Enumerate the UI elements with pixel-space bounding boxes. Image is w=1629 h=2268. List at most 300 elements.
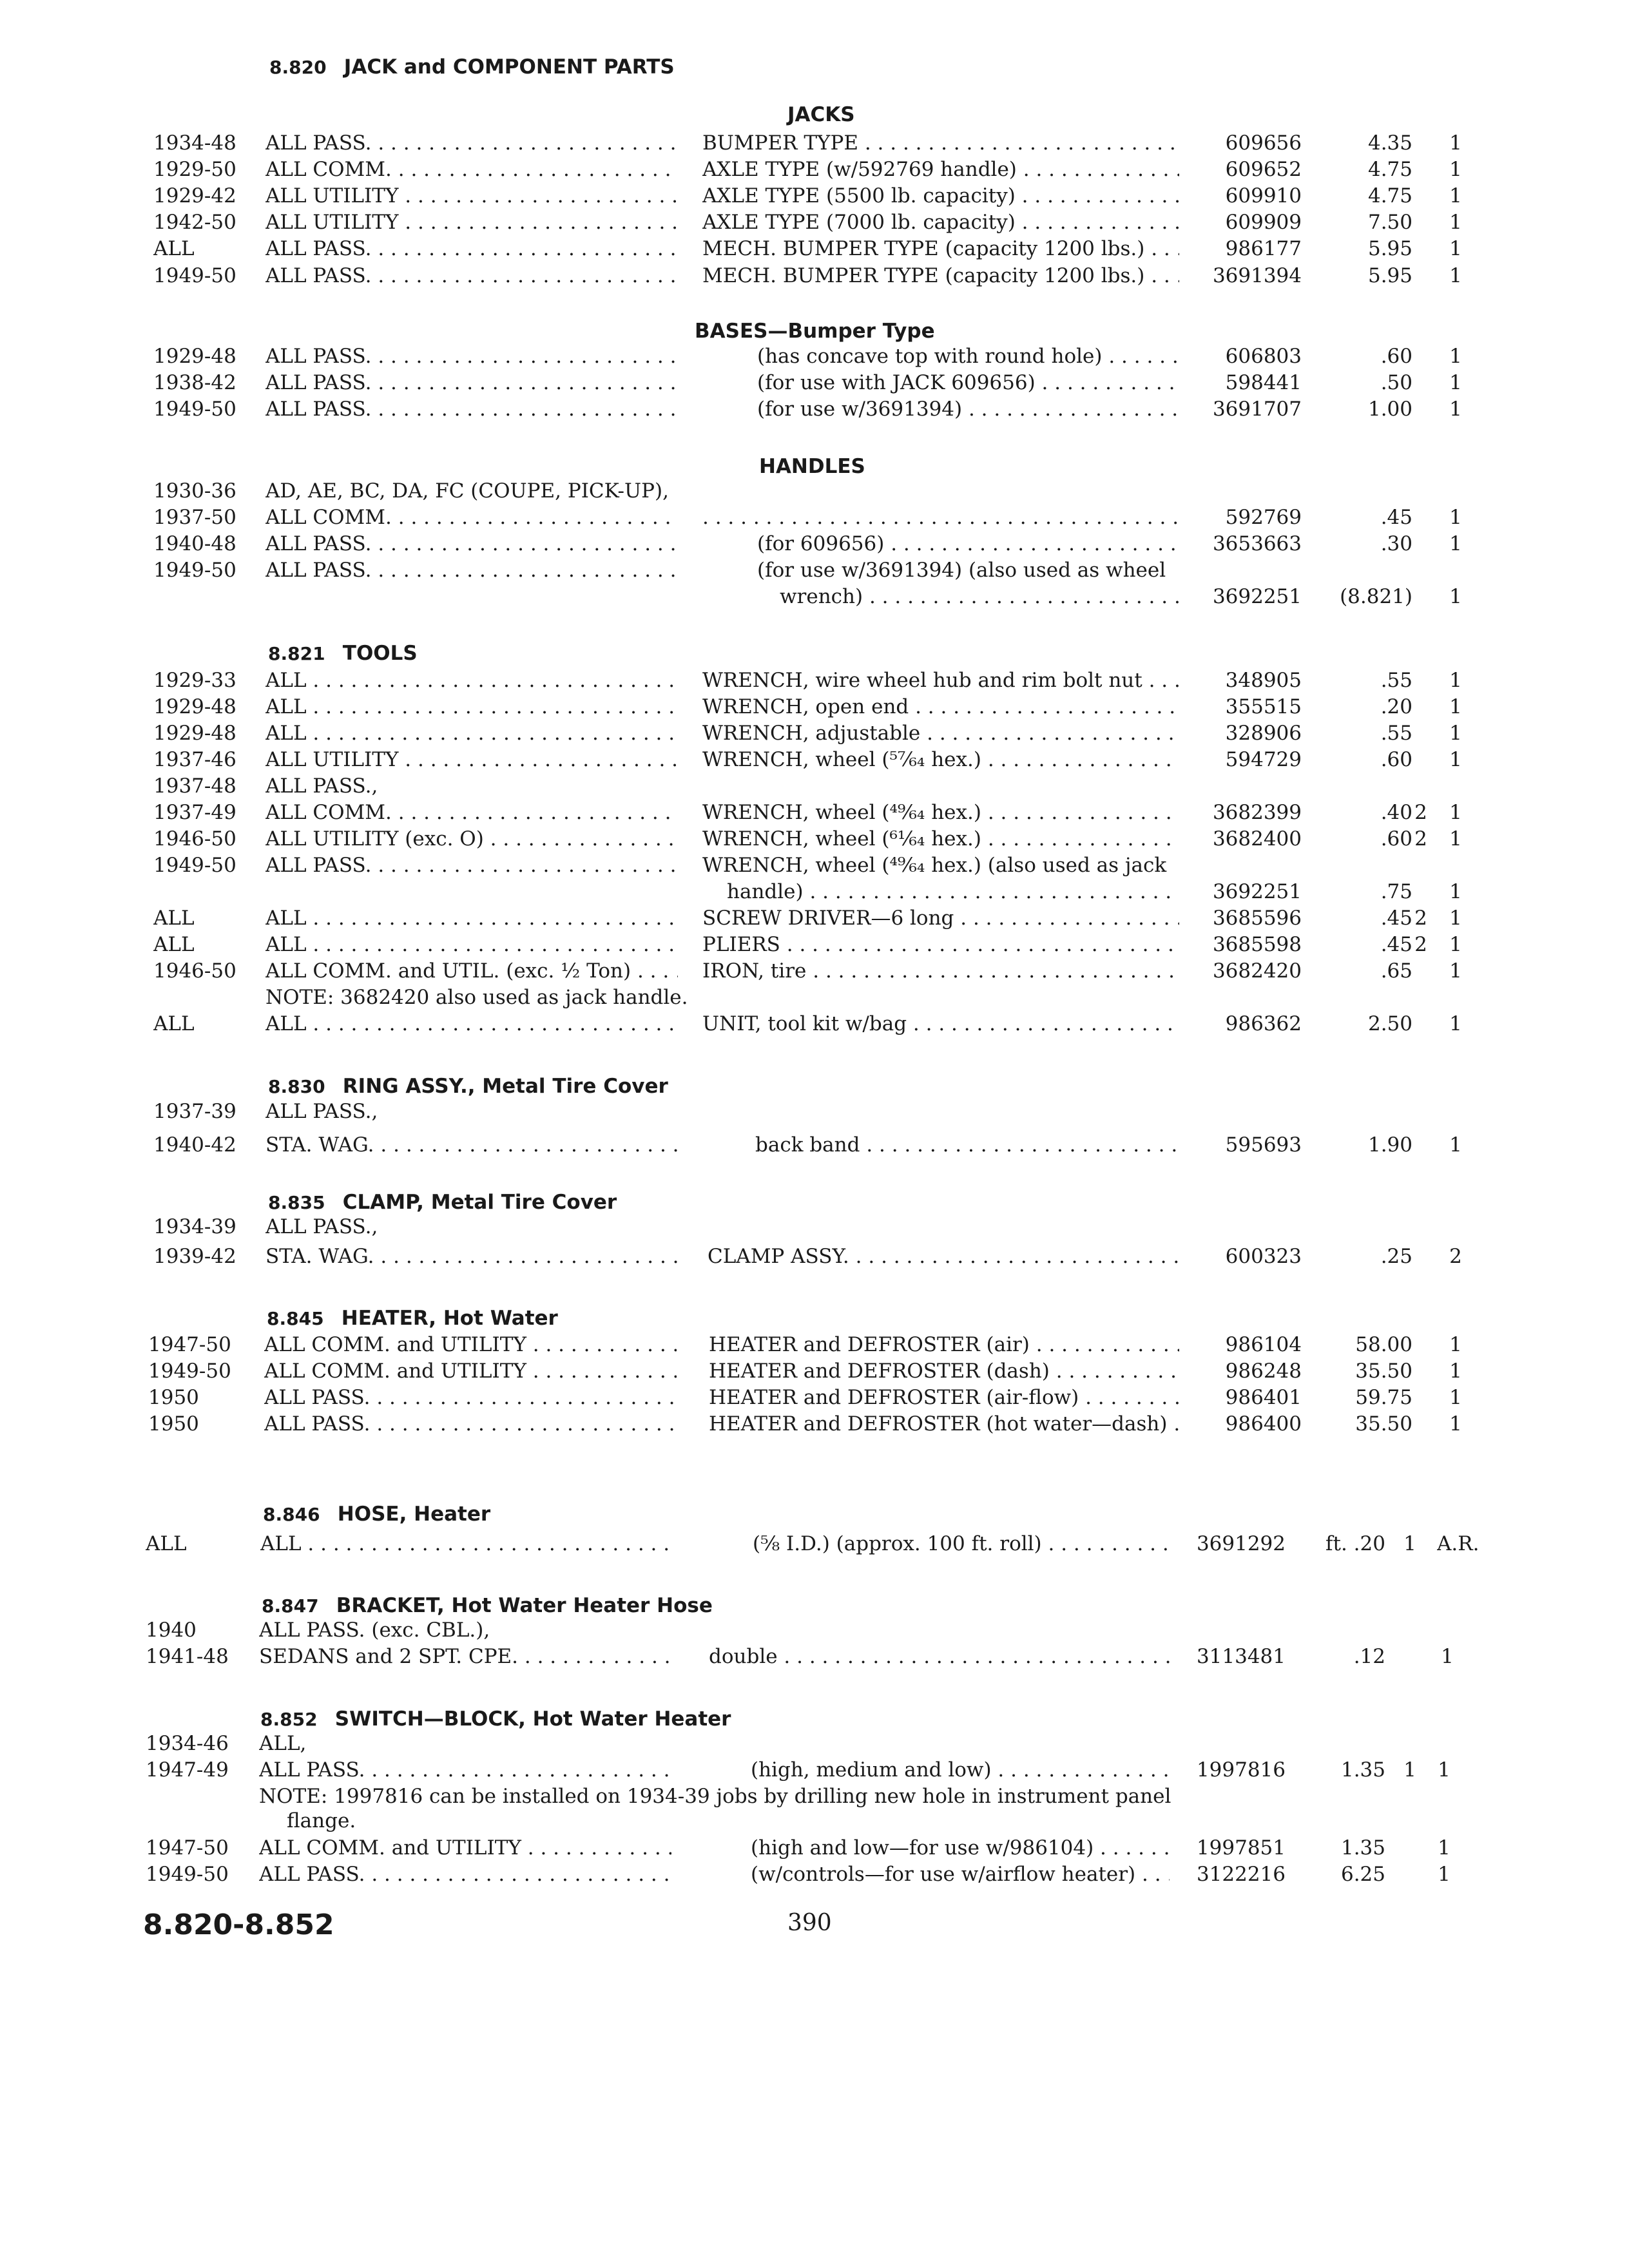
models-cell: ALL PASS. . . . (265, 852, 678, 878)
price-cell: .65 (1380, 959, 1412, 983)
price-cell: 1.35 (1340, 1836, 1385, 1860)
years-cell: 1934-46 (146, 1732, 229, 1755)
models-cell: ALL . . . (265, 720, 678, 746)
years-cell: 1934-48 (153, 131, 236, 155)
part-number-cell: 328906 (1225, 722, 1302, 745)
price-cell: 1.35 (1340, 1758, 1385, 1782)
description-cell: double . . . (709, 1644, 1171, 1669)
models-cell: STA. WAG. . . . (265, 1132, 678, 1158)
section-number: 8.821 (268, 643, 325, 664)
description-cell: HEATER and DEFROSTER (dash) . . . (709, 1358, 1179, 1384)
qty-pkg-cell: 1 (1403, 1758, 1416, 1782)
part-number-cell: 609910 (1225, 184, 1302, 207)
price-cell: 5.95 (1367, 264, 1412, 287)
description-cell (702, 505, 1179, 530)
part-number-cell: 986248 (1225, 1360, 1302, 1383)
years-cell: 1950 (148, 1412, 199, 1436)
parts-row (0, 209, 1629, 235)
section-title: SWITCH—BLOCK, Hot Water Heater (334, 1707, 731, 1731)
description-cell: (⅝ I.D.) (approx. 100 ft. roll) . . . (753, 1531, 1171, 1557)
description-cell: PLIERS . . . (702, 932, 1179, 957)
price-cell: .60 (1380, 748, 1412, 771)
qty-pkg-cell: 1 (1403, 1532, 1416, 1555)
qty-car-cell: 1 (1449, 1386, 1462, 1409)
price-cell: 35.50 (1355, 1412, 1412, 1436)
description-cell: WRENCH, adjustable . . . (702, 720, 1179, 746)
qty-car-cell: 1 (1449, 532, 1462, 555)
parts-row (0, 236, 1629, 262)
price-cell: .40 (1380, 801, 1412, 824)
parts-row (0, 1531, 1629, 1557)
part-number-cell: 3692251 (1212, 585, 1302, 608)
models-cell: STA. WAG. . . . (265, 1244, 678, 1269)
models-cell: ALL PASS. . . . (264, 1385, 677, 1410)
description-cell: (w/controls—for use w/airflow heater) . . . (751, 1861, 1170, 1887)
qty-pkg-cell (1408, 370, 1434, 396)
qty-pkg-cell (1408, 183, 1434, 209)
qty-car-cell: 1 (1449, 184, 1462, 207)
description-cell: WRENCH, wheel (⁵⁷⁄₆₄ hex.) . . . (702, 747, 1179, 773)
note-text: NOTE: 1997816 can be installed on 1934-39 jobs by drilling new hole in instrument panel (259, 1785, 1171, 1808)
price-cell: .45 (1380, 907, 1412, 930)
part-number-cell: 609652 (1225, 158, 1302, 181)
models-cell: ALL COMM. and UTILITY . . . (259, 1835, 671, 1861)
description-cell: IRON, tire . . . (702, 958, 1179, 984)
parts-row (0, 370, 1629, 396)
description-cell: BUMPER TYPE . . . (702, 130, 1179, 156)
price-cell: (8.821) (1340, 585, 1412, 608)
part-number-cell: 355515 (1225, 695, 1302, 718)
qty-pkg-cell: 2 (1414, 801, 1427, 824)
section-heading (268, 1073, 668, 1100)
years-cell: 1949-50 (153, 559, 236, 582)
parts-row (0, 1385, 1629, 1410)
years-cell: ALL (153, 237, 195, 260)
section-number: 8.847 (262, 1595, 319, 1617)
part-number-cell: 3682400 (1212, 827, 1302, 850)
section-number: 8.820 (269, 57, 327, 78)
qty-pkg-cell: 2 (1414, 933, 1427, 956)
models-cell: ALL PASS., (265, 1100, 378, 1123)
qty-pkg-cell (1408, 209, 1434, 235)
part-number-cell: 3685598 (1212, 933, 1302, 956)
models-cell: ALL PASS. . . . (265, 236, 678, 262)
models-cell: ALL . . . (260, 1531, 673, 1557)
qty-car-cell: 1 (1449, 695, 1462, 718)
section-title: CLAMP, Metal Tire Cover (342, 1191, 617, 1214)
years-cell: 1941-48 (146, 1645, 229, 1668)
years-cell: 1939-42 (153, 1245, 236, 1268)
models-cell: ALL COMM. and UTILITY . . . (264, 1358, 677, 1384)
note-row (0, 1808, 1629, 1834)
years-cell: 1949-50 (153, 398, 236, 421)
years-cell: 1929-33 (153, 669, 236, 692)
part-number-cell: 592769 (1225, 506, 1302, 529)
part-number-cell: 3685596 (1212, 907, 1302, 930)
parts-row (0, 1099, 1629, 1124)
part-number-cell: 3113481 (1196, 1645, 1286, 1668)
section-number: 8.846 (263, 1504, 320, 1525)
years-cell: 1942-50 (153, 211, 236, 234)
years-cell: 1949-50 (146, 1863, 229, 1886)
description-cell: WRENCH, wire wheel hub and rim bolt nut . . . (702, 668, 1179, 693)
section-heading (263, 1501, 490, 1528)
description-cell: AXLE TYPE (7000 lb. capacity) . . . (702, 209, 1179, 235)
section-number: 8.835 (268, 1192, 325, 1213)
models-cell: ALL UTILITY . . . (265, 183, 678, 209)
description-cell: AXLE TYPE (5500 lb. capacity) . . . (702, 183, 1179, 209)
price-cell: .30 (1380, 532, 1412, 555)
description-cell: (for use with JACK 609656) . . . (757, 370, 1179, 396)
description-cell: SCREW DRIVER—6 long . . . (702, 905, 1179, 931)
qty-car-cell: 1 (1449, 1360, 1462, 1383)
description-cell: WRENCH, wheel (⁴⁹⁄₆₄ hex.) (also used as jack (702, 854, 1167, 877)
qty-car-cell: 1 (1449, 371, 1462, 394)
years-cell: 1949-50 (153, 854, 236, 877)
section-range-code: 8.820-8.852 (143, 1908, 334, 1941)
models-cell: ALL PASS. . . . (265, 263, 678, 289)
section-heading (267, 1305, 558, 1332)
part-number-cell: 986400 (1225, 1412, 1302, 1436)
parts-row (0, 263, 1629, 289)
qty-car-cell: 1 (1449, 1333, 1462, 1356)
part-number-cell: 3653663 (1212, 532, 1302, 555)
models-cell: ALL PASS. . . . (265, 531, 678, 557)
section-title: BRACKET, Hot Water Heater Hose (336, 1594, 713, 1617)
price-cell: 4.35 (1367, 131, 1412, 155)
part-number-cell: 348905 (1225, 669, 1302, 692)
years-cell: 1940-48 (153, 532, 236, 555)
models-cell: ALL PASS., (265, 774, 378, 798)
price-cell: 1.90 (1367, 1133, 1412, 1157)
qty-car-cell: 1 (1449, 933, 1462, 956)
parts-row (0, 183, 1629, 209)
parts-row (0, 1861, 1629, 1887)
models-cell: ALL PASS. . . . (264, 1411, 677, 1437)
qty-car-cell: 1 (1449, 669, 1462, 692)
years-cell: ALL (146, 1532, 187, 1555)
models-cell: ALL COMM. . . . (265, 505, 678, 530)
parts-row (0, 1214, 1629, 1240)
parts-row (0, 747, 1629, 773)
years-cell: 1937-49 (153, 801, 236, 824)
price-cell: 7.50 (1367, 211, 1412, 234)
description-cell: (for 609656) . . . (757, 531, 1179, 557)
description-cell: WRENCH, wheel (⁴⁹⁄₆₄ hex.) . . . (702, 800, 1179, 825)
price-cell: 35.50 (1355, 1360, 1412, 1383)
years-cell: 1930-36 (153, 479, 236, 503)
parts-row (0, 157, 1629, 182)
parts-row (0, 958, 1629, 984)
qty-car-cell: 1 (1449, 1133, 1462, 1157)
price-cell: .25 (1380, 1245, 1412, 1268)
qty-pkg-cell: 2 (1414, 827, 1427, 850)
price-cell: 1.00 (1367, 398, 1412, 421)
description-cell: back band . . . (755, 1132, 1179, 1158)
price-cell: .55 (1380, 722, 1412, 745)
qty-car-cell: 1 (1449, 264, 1462, 287)
price-cell: .60 (1380, 345, 1412, 368)
section-title: HOSE, Heater (337, 1503, 491, 1526)
qty-car-cell: 1 (1449, 827, 1462, 850)
price-cell: .75 (1380, 880, 1412, 903)
part-number-cell: 1997816 (1196, 1758, 1286, 1782)
parts-row (0, 905, 1629, 931)
models-cell: ALL PASS. . . . (265, 557, 678, 583)
qty-car-cell: 1 (1449, 959, 1462, 983)
models-cell: ALL PASS. . . . (265, 396, 678, 422)
qty-car-cell: 1 (1449, 801, 1462, 824)
parts-row (0, 478, 1629, 504)
description-cell: WRENCH, wheel (⁶¹⁄₆₄ hex.) . . . (702, 826, 1179, 852)
qty-car-cell: 1 (1449, 158, 1462, 181)
years-cell: 1937-50 (153, 506, 236, 529)
qty-car-cell: 1 (1438, 1863, 1451, 1886)
parts-row (0, 668, 1629, 693)
price-cell: 58.00 (1355, 1333, 1412, 1356)
years-cell: ALL (153, 1012, 195, 1035)
parts-row (0, 932, 1629, 957)
qty-car-cell: 1 (1449, 1412, 1462, 1436)
price-cell: .20 (1380, 695, 1412, 718)
description-cell: WRENCH, open end . . . (702, 694, 1179, 720)
description-cell: MECH. BUMPER TYPE (capacity 1200 lbs.) . . . (702, 236, 1179, 262)
years-cell: ALL (153, 907, 195, 930)
description-cell: (high, medium and low) . . . (751, 1757, 1170, 1783)
price-cell: 2.50 (1367, 1012, 1412, 1035)
models-cell: ALL PASS. . . . (259, 1861, 671, 1887)
parts-row (0, 694, 1629, 720)
part-number-cell: 3691394 (1212, 264, 1302, 287)
parts-row (0, 1757, 1629, 1783)
years-cell: 1946-50 (153, 959, 236, 983)
qty-car-cell: 1 (1449, 585, 1462, 608)
models-cell: ALL . . . (265, 905, 678, 931)
subheading-jacks: JACKS (787, 103, 855, 126)
part-number-cell: 986362 (1225, 1012, 1302, 1035)
years-cell: 1937-48 (153, 774, 236, 798)
models-cell: ALL, (259, 1732, 307, 1755)
description-cell: handle) . . . (727, 879, 1179, 905)
section-title: JACK and COMPONENT PARTS (343, 55, 675, 79)
years-cell: 1929-48 (153, 345, 236, 368)
part-number-cell: 3692251 (1212, 880, 1302, 903)
description-cell: HEATER and DEFROSTER (air) . . . (709, 1332, 1179, 1358)
part-number-cell: 3122216 (1196, 1863, 1286, 1886)
years-cell: 1937-46 (153, 748, 236, 771)
models-cell: ALL . . . (265, 1011, 678, 1037)
description-cell: (has concave top with round hole) . . . (757, 343, 1179, 369)
models-cell: ALL PASS. . . . (265, 370, 678, 396)
models-cell: ALL . . . (265, 932, 678, 957)
part-number-cell: 595693 (1225, 1133, 1302, 1157)
years-cell: 1940 (146, 1619, 197, 1642)
parts-row (0, 879, 1629, 905)
parts-row (0, 1731, 1629, 1756)
price-cell: .45 (1380, 933, 1412, 956)
years-cell: ALL (153, 933, 195, 956)
part-number-cell: 600323 (1225, 1245, 1302, 1268)
description-cell: MECH. BUMPER TYPE (capacity 1200 lbs.) . . . (702, 263, 1179, 289)
parts-row (0, 773, 1629, 799)
note-row (0, 1783, 1629, 1809)
page-number: 390 (787, 1910, 832, 1936)
parts-row (0, 852, 1629, 878)
description-cell: AXLE TYPE (w/592769 handle) . . . (702, 157, 1179, 182)
years-cell: 1929-48 (153, 695, 236, 718)
part-number-cell: 3691707 (1212, 398, 1302, 421)
parts-row (0, 1011, 1629, 1037)
parts-row (0, 1332, 1629, 1358)
models-cell: ALL UTILITY . . . (265, 209, 678, 235)
qty-car-cell: 1 (1449, 131, 1462, 155)
parts-row (0, 1617, 1629, 1643)
parts-row (0, 531, 1629, 557)
qty-car-cell: 1 (1449, 880, 1462, 903)
part-number-cell: 3691292 (1196, 1532, 1286, 1555)
qty-pkg-cell (1408, 396, 1434, 422)
models-cell: ALL PASS., (265, 1215, 378, 1238)
section-heading (268, 1189, 617, 1216)
subheading-handles: HANDLES (759, 455, 865, 478)
part-number-cell: 3682399 (1212, 801, 1302, 824)
qty-pkg-cell (1408, 343, 1434, 369)
parts-row (0, 720, 1629, 746)
section-number: 8.845 (267, 1308, 324, 1329)
years-cell: 1949-50 (153, 264, 236, 287)
price-cell: 4.75 (1367, 184, 1412, 207)
price-cell: .45 (1380, 506, 1412, 529)
parts-row (0, 1244, 1629, 1269)
price-cell: .60 (1380, 827, 1412, 850)
parts-row (0, 130, 1629, 156)
models-cell: ALL UTILITY . . . (265, 747, 678, 773)
years-cell: 1950 (148, 1386, 199, 1409)
section-title: TOOLS (342, 642, 418, 665)
section-title: RING ASSY., Metal Tire Cover (342, 1075, 668, 1098)
years-cell: 1929-50 (153, 158, 236, 181)
description-cell: CLAMP ASSY. . . . (708, 1244, 1179, 1269)
section-title: HEATER, Hot Water (341, 1307, 558, 1330)
note-text: flange. (287, 1809, 356, 1832)
description-cell: (high and low—for use w/986104) . . . (751, 1835, 1170, 1861)
description-cell: (for use w/3691394) (also used as wheel (757, 559, 1166, 582)
part-number-cell: 3682420 (1212, 959, 1302, 983)
qty-car-cell: 1 (1449, 907, 1462, 930)
qty-car-cell: 1 (1449, 748, 1462, 771)
qty-pkg-cell: 2 (1414, 907, 1427, 930)
qty-car-cell: 1 (1438, 1758, 1451, 1782)
description-cell: HEATER and DEFROSTER (air-flow) . . . (709, 1385, 1179, 1410)
note-row (0, 985, 1629, 1010)
section-heading (268, 640, 418, 667)
years-cell: 1947-49 (146, 1758, 229, 1782)
qty-pkg-cell (1408, 263, 1434, 289)
qty-pkg-cell (1408, 236, 1434, 262)
part-number-cell: 606803 (1225, 345, 1302, 368)
qty-car-cell: 1 (1449, 211, 1462, 234)
years-cell: 1947-50 (146, 1836, 229, 1860)
years-cell: 1929-48 (153, 722, 236, 745)
qty-car-cell: A.R. (1437, 1532, 1480, 1555)
price-cell: 6.25 (1340, 1863, 1385, 1886)
qty-car-cell: 1 (1449, 345, 1462, 368)
part-number-cell: 1997851 (1196, 1836, 1286, 1860)
page-heading (269, 54, 675, 81)
price-cell: .50 (1380, 371, 1412, 394)
qty-car-cell: 1 (1449, 722, 1462, 745)
section-number: 8.852 (260, 1709, 318, 1730)
part-number-cell: 609656 (1225, 131, 1302, 155)
qty-car-cell: 1 (1449, 237, 1462, 260)
note-text: NOTE: 3682420 also used as jack handle. (265, 986, 688, 1009)
parts-row (0, 826, 1629, 852)
qty-car-cell: 1 (1449, 398, 1462, 421)
price-cell: 59.75 (1355, 1386, 1412, 1409)
qty-pkg-cell (1408, 157, 1434, 182)
subheading-bases: BASES—Bumper Type (695, 320, 935, 343)
part-number-cell: 986177 (1225, 237, 1302, 260)
section-number: 8.830 (268, 1076, 325, 1097)
models-cell: SEDANS and 2 SPT. CPE. . . . (259, 1644, 671, 1669)
section-heading (262, 1593, 713, 1619)
description-cell: wrench) . . . (780, 584, 1179, 610)
price-cell: .12 (1353, 1645, 1385, 1668)
part-number-cell: 594729 (1225, 748, 1302, 771)
parts-row (0, 1835, 1629, 1861)
years-cell: 1929-42 (153, 184, 236, 207)
models-cell: ALL PASS. . . . (265, 343, 678, 369)
models-cell: ALL COMM. . . . (265, 157, 678, 182)
parts-row (0, 505, 1629, 530)
models-cell: ALL PASS. . . . (259, 1757, 671, 1783)
parts-row (0, 396, 1629, 422)
years-cell: 1947-50 (148, 1333, 231, 1356)
models-cell: ALL COMM. and UTILITY . . . (264, 1332, 677, 1358)
years-cell: 1946-50 (153, 827, 236, 850)
models-cell: ALL COMM. . . . (265, 800, 678, 825)
description-cell: UNIT, tool kit w/bag . . . (702, 1011, 1179, 1037)
parts-row (0, 557, 1629, 583)
years-cell: 1940-42 (153, 1133, 236, 1157)
models-cell: ALL . . . (265, 694, 678, 720)
part-number-cell: 986401 (1225, 1386, 1302, 1409)
models-cell: ALL PASS. . . . (265, 130, 678, 156)
price-cell: 5.95 (1367, 237, 1412, 260)
parts-row (0, 584, 1629, 610)
parts-row (0, 800, 1629, 825)
years-cell: 1949-50 (148, 1360, 231, 1383)
price-cell: ft. .20 (1325, 1532, 1385, 1555)
parts-row (0, 343, 1629, 369)
description-cell: (for use w/3691394) . . . (757, 396, 1179, 422)
parts-row (0, 1411, 1629, 1437)
qty-car-cell: 1 (1449, 1012, 1462, 1035)
models-cell: ALL PASS. (exc. CBL.), (259, 1619, 490, 1642)
models-cell: ALL COMM. and UTIL. (exc. ½ Ton) . . . (265, 958, 678, 984)
years-cell: 1937-39 (153, 1100, 236, 1123)
years-cell: 1938-42 (153, 371, 236, 394)
part-number-cell: 609909 (1225, 211, 1302, 234)
part-number-cell: 986104 (1225, 1333, 1302, 1356)
qty-car-cell: 1 (1441, 1645, 1454, 1668)
qty-car-cell: 2 (1449, 1245, 1462, 1268)
qty-pkg-cell (1408, 130, 1434, 156)
parts-row (0, 1644, 1629, 1669)
description-cell: HEATER and DEFROSTER (hot water—dash) . . . (709, 1411, 1179, 1437)
price-cell: .55 (1380, 669, 1412, 692)
models-cell: AD, AE, BC, DA, FC (COUPE, PICK-UP), (265, 479, 669, 503)
